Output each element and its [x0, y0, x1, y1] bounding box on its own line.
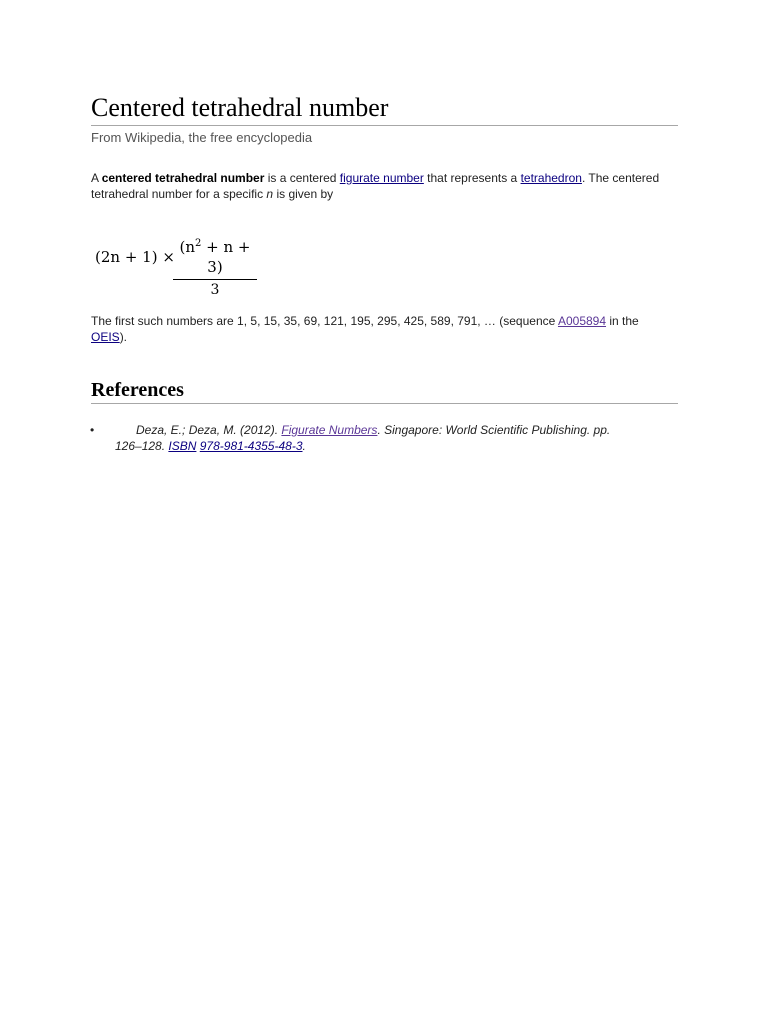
page-title: Centered tetrahedral number	[91, 92, 678, 126]
figurate-number-link[interactable]: figurate number	[339, 171, 424, 185]
sequence-text: ).	[119, 330, 128, 344]
intro-paragraph	[91, 170, 678, 202]
isbn-link[interactable]: ISBN	[168, 439, 197, 453]
a005894-link[interactable]: A005894	[557, 314, 607, 328]
intro-text: is a centered	[264, 171, 340, 185]
list-item	[91, 422, 678, 454]
formula	[95, 234, 678, 298]
reference-authors: Deza, E.; Deza, M. (2012).	[136, 423, 282, 437]
sequence-paragraph	[91, 313, 678, 345]
intro-text: that represents a	[423, 171, 521, 185]
site-tagline: From Wikipedia, the free encyclopedia	[91, 130, 313, 145]
formula-numerator-b: + n + 3)	[201, 238, 251, 276]
reference-text	[91, 422, 635, 454]
intro-text: A	[91, 171, 102, 185]
article-content	[91, 92, 678, 454]
formula-denominator: 3	[210, 282, 220, 298]
intro-text: is given by	[273, 187, 334, 201]
figurate-numbers-book-link[interactable]: Figurate Numbers	[281, 423, 378, 437]
sequence-text: The first such numbers are 1, 5, 15, 35, 69, 121, 195, 295, 425, 589, 791, … (sequence	[91, 314, 558, 328]
sequence-text: in the	[606, 314, 639, 328]
formula-numerator-a: (n	[179, 238, 196, 256]
bullet: •	[90, 423, 95, 437]
oeis-link[interactable]: OEIS	[91, 330, 120, 344]
reference-publisher: . Singapore: World Scientific Publishing. pp. 126–128.	[115, 423, 611, 453]
tetrahedron-link[interactable]: tetrahedron	[520, 171, 582, 185]
reference-end: .	[302, 439, 306, 453]
formula-fraction	[173, 234, 257, 299]
references-heading: References	[91, 378, 678, 404]
variable-n: n	[266, 187, 274, 201]
fraction-bar	[173, 279, 257, 280]
intro-text: . The centered tetrahedral number for a specific	[91, 171, 660, 201]
formula-exponent: 2	[195, 238, 202, 249]
formula-numerator	[173, 234, 257, 277]
isbn-number-link[interactable]: 978-981-4355-48-3	[199, 439, 303, 453]
intro-bold-term: centered tetrahedral number	[101, 171, 265, 185]
formula-lhs: (2n + 1) ×	[95, 248, 175, 266]
reference-list	[91, 422, 678, 454]
